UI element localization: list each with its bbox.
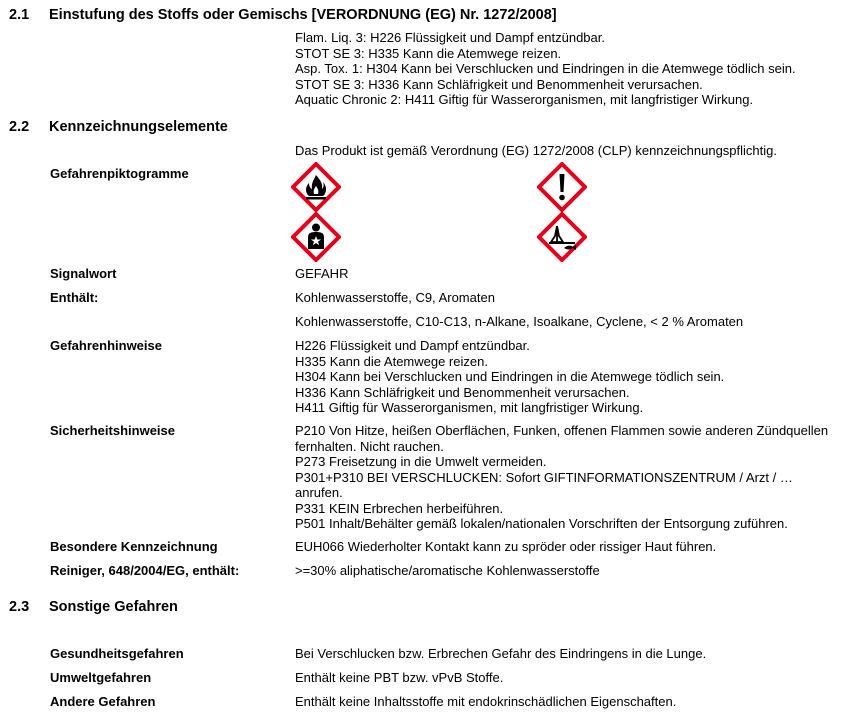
hazard-statement: H335 Kann die Atemwege reizen.	[295, 353, 488, 369]
contains-value: Kohlenwasserstoffe, C10-C13, n-Alkane, Isoalkane, Cyclene, < 2 % Aromaten	[295, 314, 744, 329]
environmental-hazards-value: Enthält keine PBT bzw. vPvB Stoffe.	[295, 670, 504, 685]
cleaner-contents-value: >=30% aliphatische/aromatische Kohlenwasserstoffe	[295, 563, 600, 578]
health-hazards-value: Bei Verschlucken bzw. Erbrechen Gefahr des Eindringens in die Lunge.	[295, 646, 707, 661]
classification-line: STOT SE 3: H336 Kann Schläfrigkeit und Benommenheit verursachen.	[295, 76, 703, 92]
hazard-statements-label: Gefahrenhinweise	[50, 338, 162, 353]
hazard-statements-list	[295, 338, 724, 416]
environment-icon	[537, 212, 587, 262]
hazard-statement: H336 Kann Schläfrigkeit und Benommenheit verursachen.	[295, 384, 630, 400]
other-hazards-label: Andere Gefahren	[50, 694, 156, 709]
labelling-intro: Das Produkt ist gemäß Verordnung (EG) 1272/2008 (CLP) kennzeichnungspflichtig.	[295, 143, 777, 158]
hazard-statement: H226 Flüssigkeit und Dampf entzündbar.	[295, 338, 530, 353]
section-number: 2.2	[9, 119, 30, 135]
pictograms-label: Gefahrenpiktogramme	[50, 166, 189, 181]
health-hazard-icon	[291, 212, 341, 262]
precautionary-statements-list	[295, 423, 828, 532]
cleaner-contents-label: Reiniger, 648/2004/EG, enthält:	[50, 563, 240, 578]
signal-word-value: GEFAHR	[295, 266, 349, 281]
hazard-statement: H304 Kann bei Verschlucken und Eindringen in die Atemwege tödlich sein.	[295, 369, 725, 384]
section-number: 2.1	[9, 7, 30, 23]
section-number: 2.3	[9, 599, 30, 615]
section-title: Kennzeichnungselemente	[49, 119, 228, 135]
contains-label: Enthält:	[50, 290, 99, 305]
section-2-2-heading	[9, 118, 228, 136]
signal-word-label: Signalwort	[50, 266, 117, 281]
section-title: Sonstige Gefahren	[49, 599, 178, 615]
special-labelling-value: EUH066 Wiederholter Kontakt kann zu spröder oder rissiger Haut führen.	[295, 539, 717, 554]
health-hazards-label: Gesundheitsgefahren	[50, 646, 184, 661]
classification-list	[295, 30, 796, 108]
special-labelling-label: Besondere Kennzeichnung	[50, 539, 218, 554]
other-hazards-value: Enthält keine Inhaltsstoffe mit endokrinschädlichen Eigenschaften.	[295, 694, 677, 709]
flame-icon	[291, 162, 341, 212]
classification-line: Aquatic Chronic 2: H411 Giftig für Wasserorganismen, mit langfristiger Wirkung.	[295, 92, 754, 107]
section-2-1-heading	[9, 6, 557, 24]
precautionary-statement: anrufen.	[295, 485, 343, 500]
classification-line: Asp. Tox. 1: H304 Kann bei Verschlucken und Eindringen in die Atemwege tödlich sein.	[295, 61, 796, 76]
precautionary-statement: P331 KEIN Erbrechen herbeiführen.	[295, 500, 504, 516]
section-2-3-heading	[9, 598, 178, 616]
precautionary-statements-label: Sicherheitshinweise	[50, 423, 175, 438]
classification-line: STOT SE 3: H335 Kann die Atemwege reizen.	[295, 45, 562, 61]
precautionary-statement: P301+P310 BEI VERSCHLUCKEN: Sofort GIFTINFORMATIONSZENTRUM / Arzt / …	[295, 469, 793, 485]
contains-value: Kohlenwasserstoffe, C9, Aromaten	[295, 290, 495, 305]
hazard-statement: H411 Giftig für Wasserorganismen, mit langfristiger Wirkung.	[295, 400, 644, 415]
precautionary-statement: P501 Inhalt/Behälter gemäß lokalen/nationalen Vorschriften der Entsorgung zuführen.	[295, 516, 788, 531]
classification-line: Flam. Liq. 3: H226 Flüssigkeit und Dampf entzündbar.	[295, 30, 605, 45]
section-title: Einstufung des Stoffs oder Gemischs [VERORDNUNG (EG) Nr. 1272/2008]	[49, 7, 557, 23]
precautionary-statement: P273 Freisetzung in die Umwelt vermeiden.	[295, 454, 547, 469]
environmental-hazards-label: Umweltgefahren	[50, 670, 152, 685]
exclamation-icon	[537, 162, 587, 212]
precautionary-statement: P210 Von Hitze, heißen Oberflächen, Funken, offenen Flammen sowie anderen Zündquellen	[295, 423, 829, 438]
precautionary-statement: fernhalten. Nicht rauchen.	[295, 438, 444, 454]
